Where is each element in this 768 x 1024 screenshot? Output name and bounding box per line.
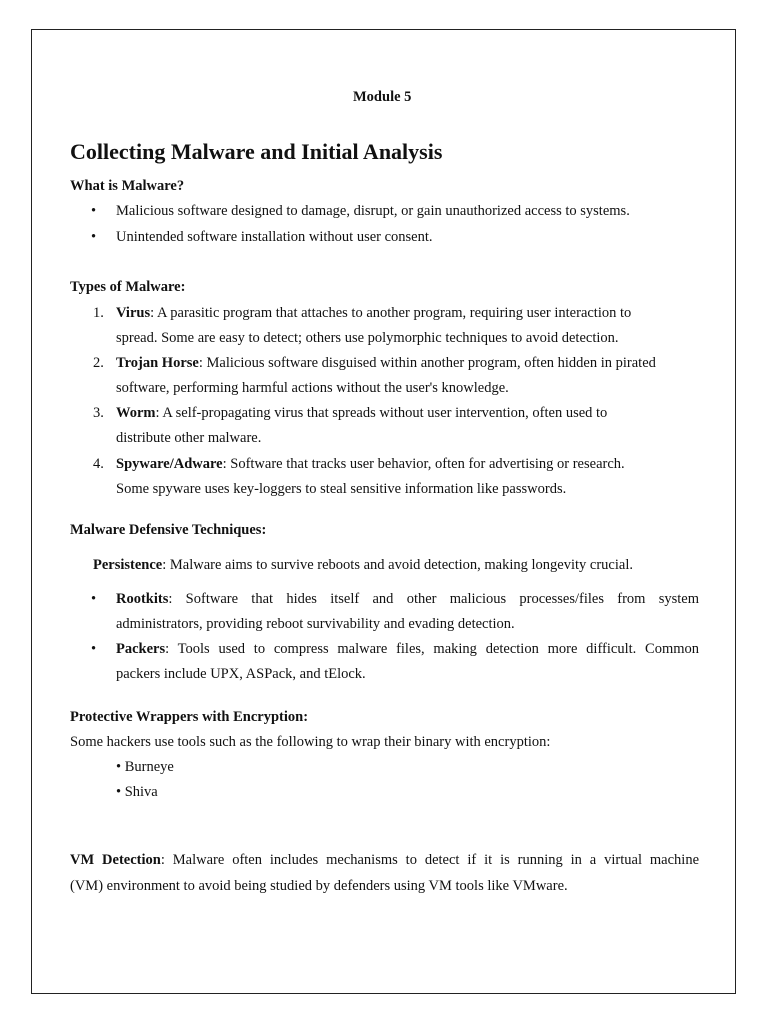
page-title: Collecting Malware and Initial Analysis xyxy=(70,139,443,164)
bullet-glyph: • xyxy=(91,641,97,657)
rootkits-item-cont: administrators, providing reboot survivability and evading detection. xyxy=(116,616,515,632)
list-number: 2. xyxy=(93,355,104,371)
list-number: 1. xyxy=(93,305,104,321)
type-item-virus xyxy=(116,304,631,322)
bullet-glyph: • xyxy=(91,591,97,607)
type-item-spyware-cont: Some spyware uses key-loggers to steal sensitive information like passwords. xyxy=(116,481,567,497)
term: Packers xyxy=(116,641,166,657)
term: Spyware/Adware xyxy=(116,456,223,472)
bullet-glyph: • xyxy=(91,203,97,219)
description: : Software that hides itself and other malicious processes/files from system xyxy=(168,591,699,607)
type-item-worm xyxy=(116,404,607,422)
packers-item-cont: packers include UPX, ASPack, and tElock. xyxy=(116,666,366,682)
term: Rootkits xyxy=(116,591,169,607)
module-label: Module 5 xyxy=(353,89,412,105)
rootkits-item xyxy=(116,590,699,608)
type-item-trojan-cont: software, performing harmful actions without the user's knowledge. xyxy=(116,380,509,396)
persistence-paragraph xyxy=(93,556,633,574)
wrapper-tool: • Shiva xyxy=(116,784,158,800)
description: : Tools used to compress malware files, making detection more difficult. Common xyxy=(165,641,699,657)
wrappers-heading: Protective Wrappers with Encryption: xyxy=(70,709,309,725)
vm-detection-paragraph xyxy=(70,851,699,869)
type-item-spyware xyxy=(116,455,625,473)
type-item-worm-cont: distribute other malware. xyxy=(116,430,262,446)
bullet-glyph: • xyxy=(91,229,97,245)
list-number: 3. xyxy=(93,405,104,421)
list-number: 4. xyxy=(93,456,104,472)
term: Persistence xyxy=(93,557,163,573)
term: Trojan Horse xyxy=(116,355,199,371)
what-heading: What is Malware? xyxy=(70,178,185,194)
packers-item xyxy=(116,640,699,658)
description: : Software that tracks user behavior, often for advertising or research. xyxy=(222,456,625,472)
vm-detection-cont: (VM) environment to avoid being studied by defenders using VM tools like VMware. xyxy=(70,878,568,894)
term: Virus xyxy=(116,305,151,321)
description: : A parasitic program that attaches to another program, requiring user interaction to xyxy=(150,305,632,321)
description: : A self-propagating virus that spreads without user intervention, often used to xyxy=(155,405,608,421)
term: Worm xyxy=(116,405,156,421)
term: VM Detection xyxy=(70,852,161,868)
type-item-trojan xyxy=(116,354,656,372)
wrappers-intro: Some hackers use tools such as the following to wrap their binary with encryption: xyxy=(70,734,551,750)
description: : Malicious software disguised within another program, often hidden in pirated xyxy=(198,355,656,371)
type-item-virus-cont: spread. Some are easy to detect; others use polymorphic techniques to avoid detection. xyxy=(116,330,619,346)
description: : Malware often includes mechanisms to detect if it is running in a virtual machine xyxy=(160,852,700,868)
types-heading: Types of Malware: xyxy=(70,279,186,295)
wrapper-tool: • Burneye xyxy=(116,759,174,775)
description: : Malware aims to survive reboots and avoid detection, making longevity crucial. xyxy=(162,557,633,573)
defensive-heading: Malware Defensive Techniques: xyxy=(70,522,267,538)
what-bullet-1: Malicious software designed to damage, disrupt, or gain unauthorized access to systems. xyxy=(116,203,630,219)
what-bullet-2: Unintended software installation without user consent. xyxy=(116,229,433,245)
page-border xyxy=(31,29,736,994)
